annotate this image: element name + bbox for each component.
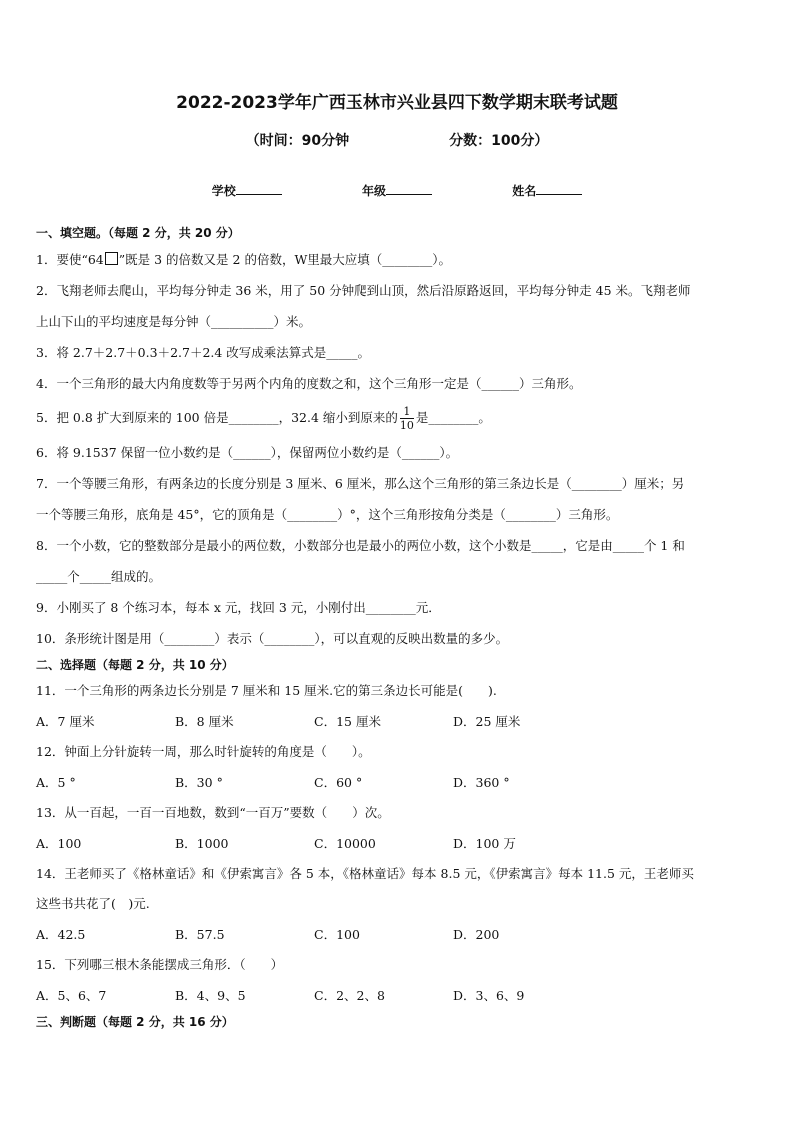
section-choice-heading: 二、选择题（每题 2 分，共 10 分） — [36, 658, 234, 672]
question-4: 4．一个三角形的最大内角度数等于另两个内角的度数之和，这个三角形一定是（______）三角形。 — [36, 376, 582, 391]
question-13: 13．从一百起，一百一百地数，数到“一百万”要数（ ）次。 — [36, 805, 390, 820]
exam-meta — [0, 130, 794, 150]
question-14-line-1: 14．王老师买了《格林童话》和《伊索寓言》各 5 本，《格林童话》每本 8.5 元，《伊索寓言》每本 11.5 元，王老师买 — [36, 866, 694, 881]
question-1: 1．要使“64 ”既是 3 的倍数又是 2 的倍数，W里最大应填（________）。 — [36, 252, 452, 267]
question-8-line-2: _____个_____组成的。 — [36, 569, 162, 584]
option-a[interactable]: A．5 ° — [36, 775, 76, 790]
option-b[interactable]: B．4、9、5 — [175, 988, 246, 1003]
question-10: 10．条形统计图是用（________）表示（________），可以直观的反映出数量的多少。 — [36, 631, 509, 646]
question-7-line-2: 一个等腰三角形，底角是 45°，它的顶角是（________）°，这个三角形按角分类是（________）三角形。 — [36, 507, 619, 522]
question-12-options — [36, 767, 758, 798]
option-b[interactable]: B．57.5 — [175, 927, 225, 942]
question-2-line-2: 上山下山的平均速度是每分钟（__________）米。 — [36, 314, 312, 329]
option-c[interactable]: C．10000 — [314, 836, 376, 851]
exam-body — [36, 222, 758, 1033]
section-judge-heading: 三、判断题（每题 2 分，共 16 分） — [36, 1015, 234, 1029]
exam-score: 分数：100分） — [449, 133, 549, 149]
option-d[interactable]: D．360 ° — [453, 775, 510, 790]
option-d[interactable]: D．3、6、9 — [453, 988, 525, 1003]
question-13-options — [36, 828, 758, 859]
option-a[interactable]: A．42.5 — [36, 927, 86, 942]
grade-field[interactable]: 年级 — [362, 182, 432, 199]
question-14-line-2: 这些书共花了( )元. — [36, 896, 150, 911]
option-b[interactable]: B．1000 — [175, 836, 229, 851]
option-b[interactable]: B．30 ° — [175, 775, 223, 790]
option-d[interactable]: D．200 — [453, 927, 500, 942]
question-9: 9．小刚买了 8 个练习本，每本 x 元，找回 3 元，小刚付出________元． — [36, 600, 441, 615]
name-field[interactable]: 姓名 — [512, 182, 582, 199]
question-14-options — [36, 919, 758, 950]
option-c[interactable]: C．60 ° — [314, 775, 363, 790]
question-11: 11．一个三角形的两条边长分别是 7 厘米和 15 厘米.它的第三条边长可能是( ). — [36, 683, 497, 698]
question-12: 12．钟面上分针旋转一周，那么时针旋转的角度是（ ）。 — [36, 744, 371, 759]
option-c[interactable]: C．100 — [314, 927, 360, 942]
student-info — [0, 182, 794, 199]
question-6: 6．将 9.1537 保留一位小数约是（______），保留两位小数约是（______）。 — [36, 445, 459, 460]
school-field[interactable]: 学校 — [212, 182, 282, 199]
option-b[interactable]: B．8 厘米 — [175, 714, 234, 729]
option-a[interactable]: A．5、6、7 — [36, 988, 107, 1003]
question-7-line-1: 7．一个等腰三角形，有两条边的长度分别是 3 厘米、6 厘米，那么这个三角形的第三条边长是（________）厘米；另 — [36, 476, 685, 491]
question-15-options — [36, 980, 758, 1011]
option-d[interactable]: D．25 厘米 — [453, 714, 521, 729]
option-c[interactable]: C．15 厘米 — [314, 714, 381, 729]
exam-time: （时间：90分钟 — [245, 133, 350, 149]
option-d[interactable]: D．100 万 — [453, 836, 516, 851]
question-11-options — [36, 706, 758, 737]
blank-box-icon — [105, 252, 118, 265]
option-a[interactable]: A．7 厘米 — [36, 714, 95, 729]
question-3: 3．将 2.7＋2.7＋0.3＋2.7＋2.4 改写成乘法算式是_____。 — [36, 345, 371, 360]
fraction: $\frac{1}{10}$ — [399, 405, 414, 432]
question-5: 5．把 0.8 扩大到原来的 100 倍是________，32.4 缩小到原来的 $\frac{1}{10}$ 是________。 — [36, 405, 491, 432]
question-15: 15．下列哪三根木条能摆成三角形．（ ） — [36, 957, 284, 972]
question-2-line-1: 2．飞翔老师去爬山，平均每分钟走 36 米，用了 50 分钟爬到山顶，然后沿原路返回，平均每分钟走 45 米。飞翔老师 — [36, 283, 691, 298]
question-8-line-1: 8．一个小数，它的整数部分是最小的两位数，小数部分也是最小的两位小数，这个小数是_____，它是由_____个 1 和 — [36, 538, 685, 553]
section-fill-blank-heading: 一、填空题。（每题 2 分，共 20 分） — [36, 226, 240, 240]
page-title: 2022-2023学年广西玉林市兴业县四下数学期末联考试题 — [176, 93, 618, 113]
option-a[interactable]: A．100 — [36, 836, 82, 851]
option-c[interactable]: C．2、2、8 — [314, 988, 385, 1003]
